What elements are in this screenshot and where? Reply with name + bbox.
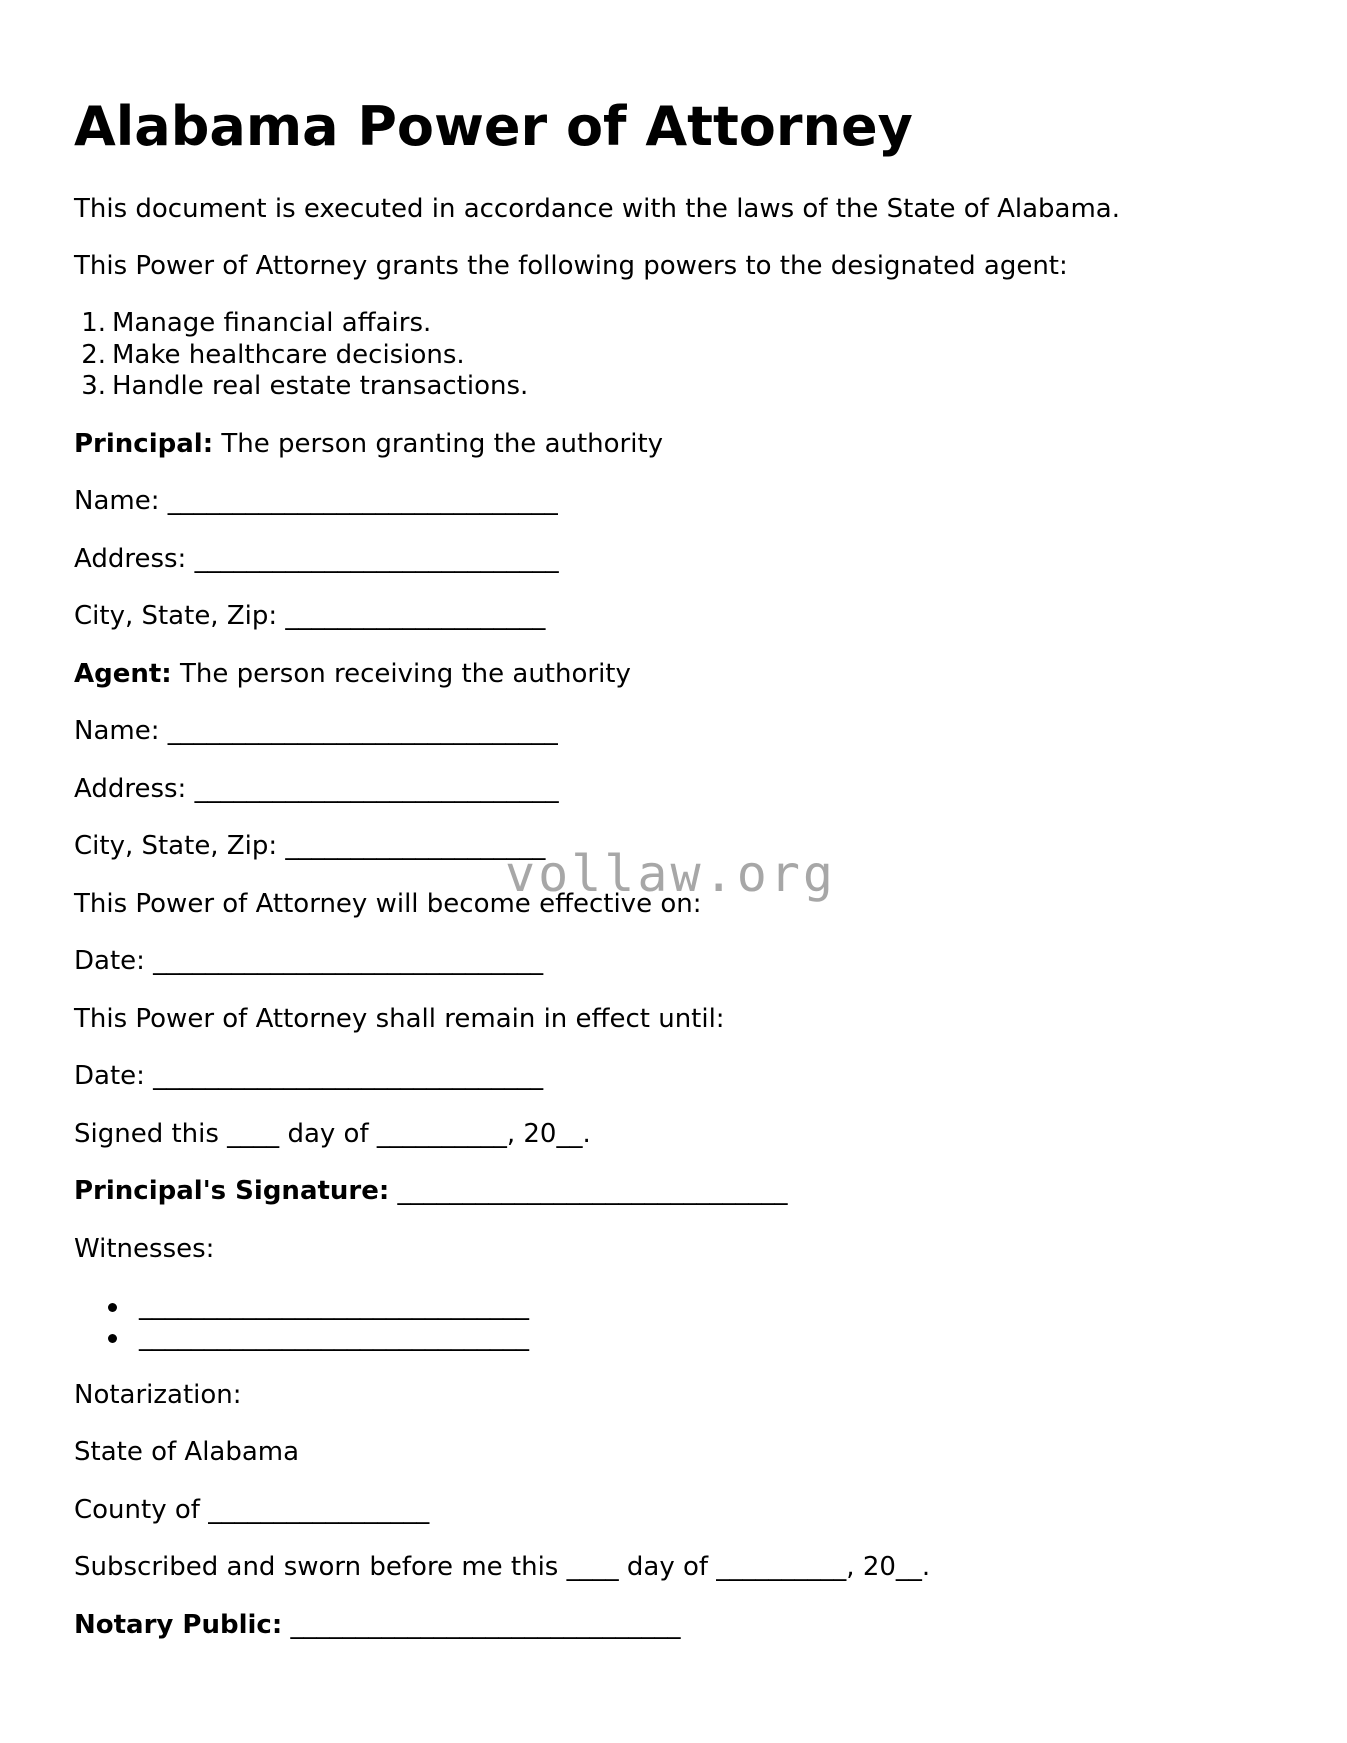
effective-text: This Power of Attorney will become effective on: bbox=[74, 889, 702, 919]
notary-county-field: County of _________________ bbox=[74, 1495, 430, 1525]
signature-line: ______________________________ bbox=[389, 1176, 788, 1206]
principal-address-field: Address: ____________________________ bbox=[74, 544, 559, 574]
document-title: Alabama Power of Attorney bbox=[74, 95, 913, 158]
power-text: Manage financial affairs. bbox=[112, 308, 432, 338]
agent-address-field: Address: ____________________________ bbox=[74, 774, 559, 804]
notary-public-line: ______________________________ bbox=[282, 1610, 681, 1640]
principal-city-field: City, State, Zip: ____________________ bbox=[74, 601, 546, 631]
agent-name-field: Name: ______________________________ bbox=[74, 716, 558, 746]
intro-text: This document is executed in accordance with the laws of the State of Alabama. bbox=[74, 194, 1120, 224]
power-number: 3. bbox=[81, 371, 106, 401]
power-item-2 bbox=[74, 339, 465, 371]
power-text: Make healthcare decisions. bbox=[112, 340, 465, 370]
notary-state: State of Alabama bbox=[74, 1437, 300, 1467]
until-text: This Power of Attorney shall remain in effect until: bbox=[74, 1004, 725, 1034]
power-number: 1. bbox=[81, 308, 106, 338]
bullet-icon bbox=[108, 1303, 117, 1312]
witness-line-1: ______________________________ bbox=[139, 1291, 529, 1321]
signature-label: Principal's Signature: bbox=[74, 1176, 390, 1206]
power-number: 2. bbox=[81, 340, 106, 370]
principal-heading bbox=[74, 428, 663, 460]
principal-signature-field bbox=[74, 1175, 788, 1207]
principal-label: Principal: bbox=[74, 429, 214, 459]
agent-heading bbox=[74, 658, 631, 690]
notary-public-field bbox=[74, 1609, 681, 1641]
powers-intro-text: This Power of Attorney grants the following powers to the designated agent: bbox=[74, 251, 1068, 281]
agent-description: The person receiving the authority bbox=[171, 659, 631, 689]
principal-description: The person granting the authority bbox=[213, 429, 664, 459]
notarization-label: Notarization: bbox=[74, 1380, 242, 1410]
agent-city-field: City, State, Zip: ____________________ bbox=[74, 831, 546, 861]
power-item-1 bbox=[74, 307, 431, 339]
witnesses-label: Witnesses: bbox=[74, 1234, 215, 1264]
power-item-3 bbox=[74, 370, 528, 402]
witness-line-2: ______________________________ bbox=[139, 1322, 529, 1352]
effective-date-field: Date: ______________________________ bbox=[74, 946, 544, 976]
principal-name-field: Name: ______________________________ bbox=[74, 486, 558, 516]
signed-line: Signed this ____ day of __________, 20__. bbox=[74, 1119, 591, 1149]
notary-sworn-line: Subscribed and sworn before me this ____ day of __________, 20__. bbox=[74, 1552, 931, 1582]
notary-public-label: Notary Public: bbox=[74, 1610, 283, 1640]
watermark: vollaw.org bbox=[505, 845, 837, 903]
agent-label: Agent: bbox=[74, 659, 172, 689]
until-date-field: Date: ______________________________ bbox=[74, 1061, 544, 1091]
bullet-icon bbox=[108, 1334, 117, 1343]
power-text: Handle real estate transactions. bbox=[112, 371, 529, 401]
